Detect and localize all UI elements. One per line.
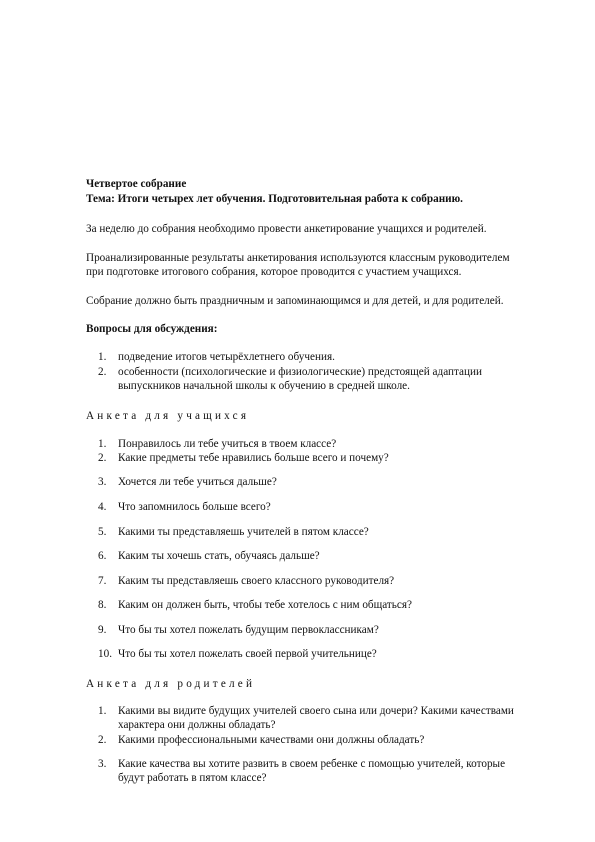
paragraph-2-line-1: Проанализированные результаты анкетирования используются классным руководителем bbox=[86, 252, 510, 264]
list-item: Хочется ли тебе учиться дальше? bbox=[118, 476, 277, 488]
paragraph-1: За неделю до собрания необходимо провести анкетирование учащихся и родителей. bbox=[86, 223, 487, 235]
meeting-topic: Тема: Итоги четырех лет обучения. Подготовительная работа к собранию. bbox=[86, 193, 463, 205]
list-item: Каким он должен быть, чтобы тебе хотелось с ним общаться? bbox=[118, 599, 412, 611]
list-item-number: 4. bbox=[98, 501, 107, 513]
list-item-continuation: выпускников начальной школы к обучению в средней школе. bbox=[118, 380, 410, 392]
list-item: Какими профессиональными качествами они должны обладать? bbox=[118, 734, 425, 746]
paragraph-3: Собрание должно быть праздничным и запоминающимся и для детей, и для родителей. bbox=[86, 295, 504, 307]
list-item-number: 1. bbox=[98, 351, 107, 363]
list-item-number: 5. bbox=[98, 526, 107, 538]
questions-heading: Вопросы для обсуждения: bbox=[86, 323, 218, 335]
list-item-number: 2. bbox=[98, 452, 107, 464]
list-item: Какими вы видите будущих учителей своего сына или дочери? Какими качествами bbox=[118, 705, 514, 717]
list-item: Какими ты представляешь учителей в пятом классе? bbox=[118, 526, 369, 538]
list-item-number: 2. bbox=[98, 366, 107, 378]
students-survey-heading: Анкета для учащихся bbox=[86, 410, 250, 422]
list-item-number: 9. bbox=[98, 624, 107, 636]
list-item-number: 8. bbox=[98, 599, 107, 611]
parents-survey-heading: Анкета для родителей bbox=[86, 678, 256, 690]
list-item: Что бы ты хотел пожелать будущим первоклассникам? bbox=[118, 624, 379, 636]
paragraph-2-line-2: при подготовке итогового собрания, которое проводится с участием учащихся. bbox=[86, 266, 462, 278]
list-item: Понравилось ли тебе учиться в твоем классе? bbox=[118, 438, 337, 450]
list-item: подведение итогов четырёхлетнего обучения. bbox=[118, 351, 335, 363]
list-item-continuation: характера они должны обладать? bbox=[118, 719, 276, 731]
list-item-number: 1. bbox=[98, 438, 107, 450]
list-item-number: 3. bbox=[98, 476, 107, 488]
list-item-number: 3. bbox=[98, 758, 107, 770]
list-item-number: 1. bbox=[98, 705, 107, 717]
list-item: Что запомнилось больше всего? bbox=[118, 501, 271, 513]
list-item: особенности (психологические и физиологические) предстоящей адаптации bbox=[118, 366, 482, 378]
list-item: Какие качества вы хотите развить в своем ребенке с помощью учителей, которые bbox=[118, 758, 506, 770]
meeting-heading: Четвертое собрание bbox=[86, 178, 187, 190]
list-item-number: 10. bbox=[98, 648, 112, 660]
list-item: Каким ты хочешь стать, обучаясь дальше? bbox=[118, 550, 320, 562]
list-item-continuation: будут работать в пятом классе? bbox=[118, 772, 267, 784]
list-item: Каким ты представляешь своего классного руководителя? bbox=[118, 575, 395, 587]
list-item-number: 2. bbox=[98, 734, 107, 746]
list-item: Какие предметы тебе нравились больше всего и почему? bbox=[118, 452, 389, 464]
list-item-number: 6. bbox=[98, 550, 107, 562]
list-item: Что бы ты хотел пожелать своей первой учительнице? bbox=[118, 648, 377, 660]
list-item-number: 7. bbox=[98, 575, 107, 587]
